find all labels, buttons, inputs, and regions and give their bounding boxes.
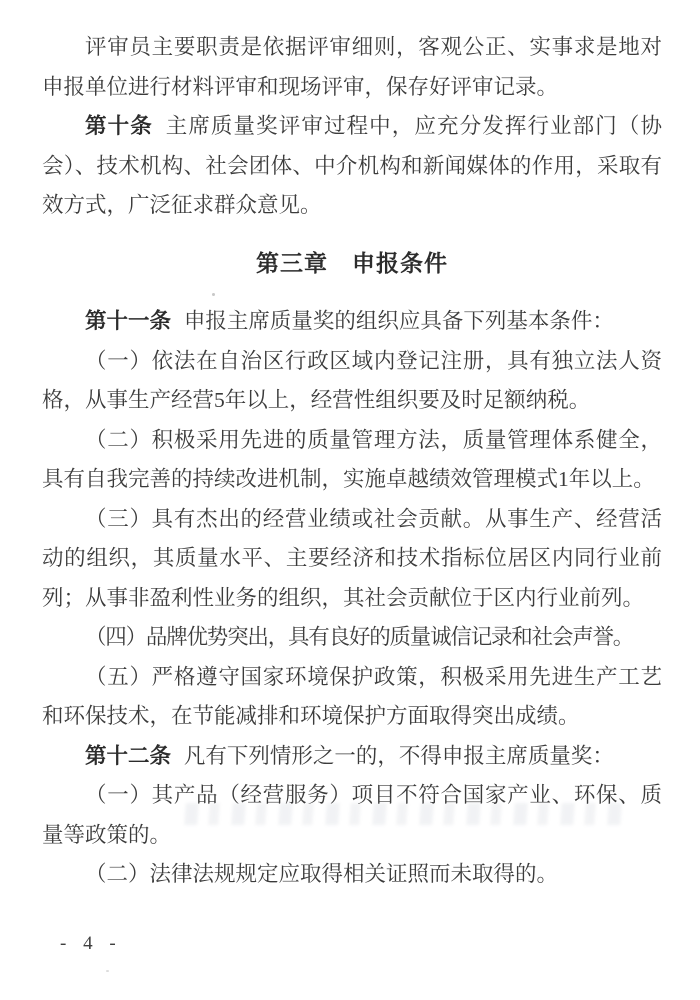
chapter-3-heading: 第三章 申报条件 <box>256 249 448 276</box>
scan-bleed-through-artifact <box>184 803 626 825</box>
page-number: - 4 - <box>60 933 122 954</box>
paragraph-article-10 <box>42 107 662 226</box>
paragraph-exclusion-2: （二）法律法规规定应取得相关证照而未取得的。 <box>85 862 559 886</box>
article-11-text: 申报主席质量奖的组织应具备下列基本条件： <box>183 309 614 333</box>
article-10-text: 主席质量奖评审过程中，应充分发挥行业部门（协会）、技术机构、社会团体、中介机构和新闻媒体的作用，采取有效方式，广泛征求群众意见。 <box>42 114 662 217</box>
paragraph-condition-5: （五）严格遵守国家环境保护政策，积极采用先进生产工艺和环保技术，在节能减排和环境保护方面取得突出成绩。 <box>42 664 662 728</box>
article-12-label: 第十二条 <box>85 743 172 768</box>
paragraph-article-11 <box>42 302 662 342</box>
article-10-label: 第十条 <box>85 114 153 138</box>
paragraph-condition-4: （四）品牌优势突出，具有良好的质量诚信记录和社会声誉。 <box>85 625 634 649</box>
paragraph-condition-3: （三）具有杰出的经营业绩或社会贡献。从事生产、经营活动的组织，其质量水平、主要经济和技术指标位居区内同行业前列；从事非盈利性业务的组织，其社会贡献位于区内行业前列。 <box>42 506 662 610</box>
scan-speck <box>212 293 215 296</box>
article-11-label: 第十一条 <box>85 309 172 333</box>
scan-speck <box>106 970 109 972</box>
paragraph-condition-2: （二）积极采用先进的质量管理方法，质量管理体系健全，具有自我完善的持续改进机制，实施卓越绩效管理模式1年以上。 <box>42 427 662 491</box>
document-body <box>42 28 662 895</box>
paragraph-exclusion-1: （一）其产品（经营服务）项目不符合国家产业、环保、质量等政策的。 <box>42 783 662 847</box>
paragraph-article-12 <box>42 737 662 777</box>
article-12-text: 凡有下列情形之一的，不得申报主席质量奖： <box>183 743 614 768</box>
paragraph-condition-1: （一）依法在自治区行政区域内登记注册，具有独立法人资格，从事生产经营5年以上，经营性组织要及时足额纳税。 <box>42 348 662 412</box>
paragraph-reviewer-duties: 评审员主要职责是依据评审细则，客观公正、实事求是地对申报单位进行材料评审和现场评审，保存好评审记录。 <box>42 35 662 99</box>
